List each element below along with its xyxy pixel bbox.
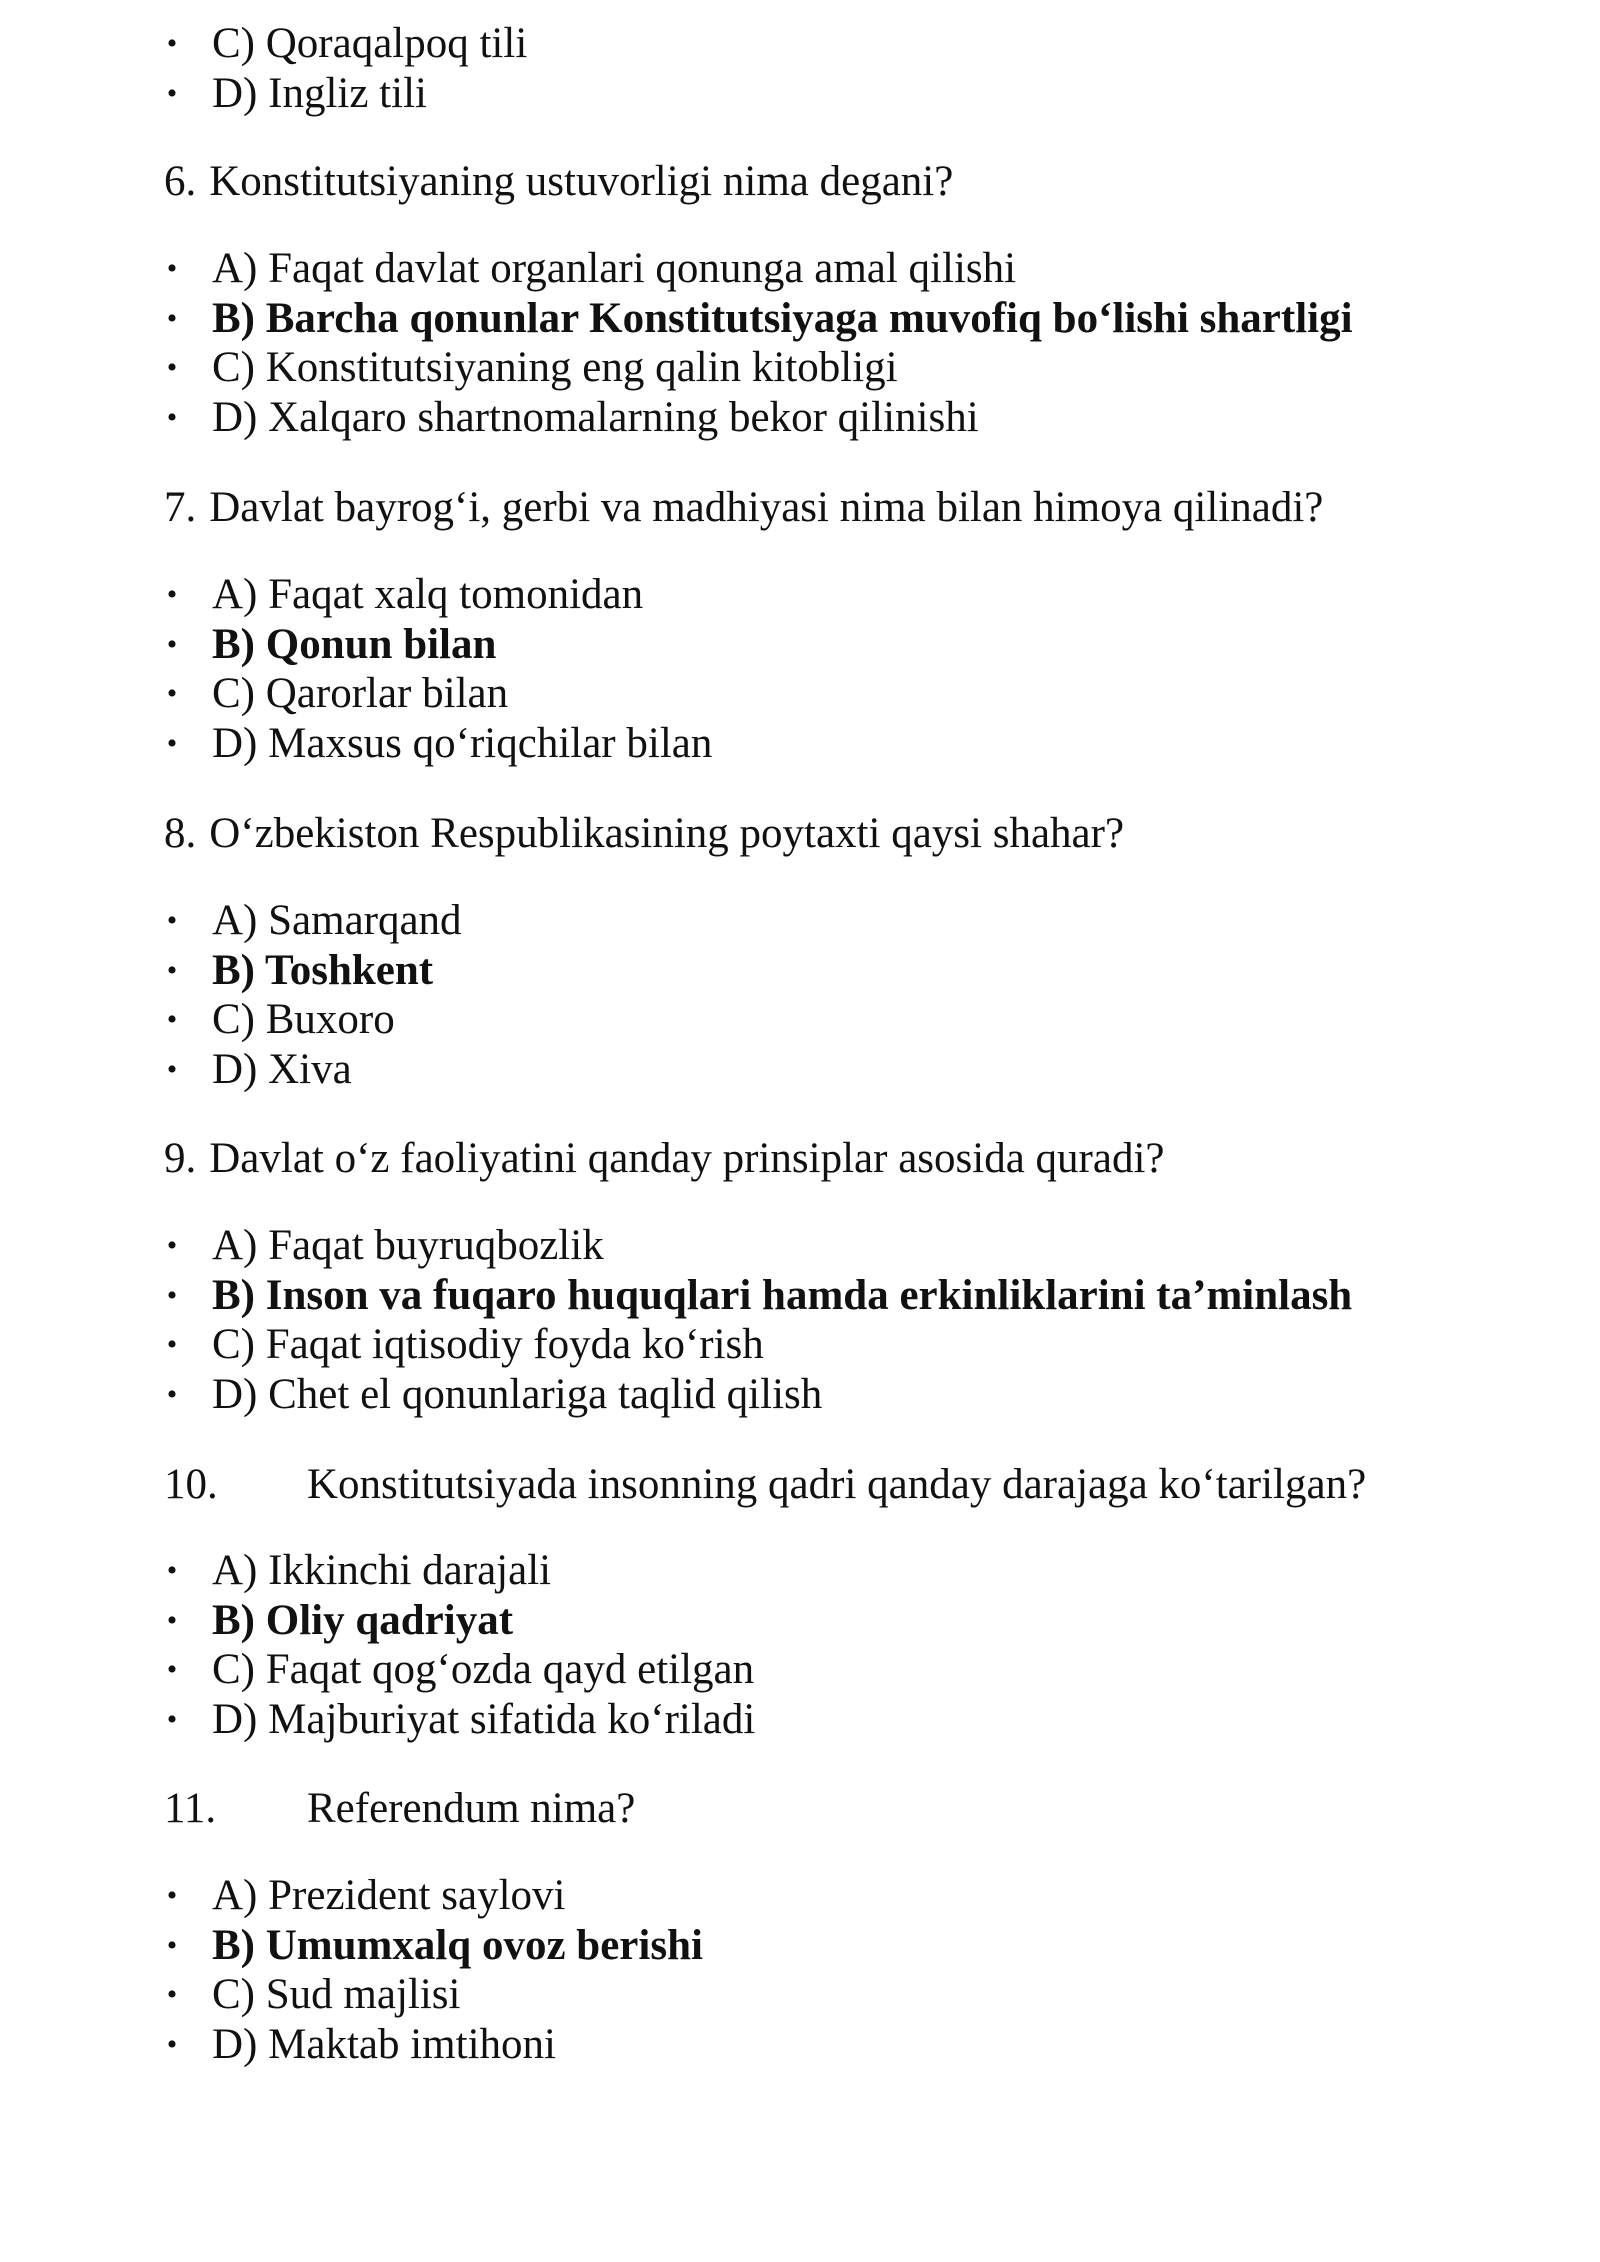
option-item: [0, 1320, 1600, 1370]
bullet-icon: •: [166, 1603, 178, 1637]
option-text: D) Maktab imtihoni: [212, 2020, 556, 2068]
bullet-icon: •: [166, 1328, 178, 1361]
option-text: C) Faqat iqtisodiy foyda ko‘rish: [212, 1321, 764, 1368]
option-item-correct: [0, 1921, 1600, 1971]
option-item: [0, 2020, 1600, 2070]
option-item: [0, 244, 1600, 294]
question-6: [164, 157, 953, 207]
bullet-icon: •: [166, 252, 178, 285]
option-text: A) Faqat davlat organlari qonunga amal qilishi: [212, 245, 1017, 292]
option-item: [0, 1695, 1600, 1745]
bullet-icon: •: [166, 1879, 178, 1912]
question-text: Referendum nima?: [307, 1785, 636, 1832]
question-text: Davlat o‘z faoliyatini qanday prinsiplar asosida quradi?: [209, 1135, 1165, 1182]
option-item: [0, 69, 1600, 119]
option-text: A) Samarqand: [212, 897, 462, 944]
options-list-q10: [0, 1546, 1600, 1744]
bullet-icon: •: [166, 578, 178, 611]
bullet-icon: •: [166, 400, 178, 434]
option-item: [0, 719, 1600, 769]
option-item: [0, 1045, 1600, 1095]
option-item: [0, 393, 1600, 443]
question-8: [164, 809, 1124, 859]
bullet-icon: •: [166, 1978, 178, 2011]
question-number: 10.: [164, 1461, 218, 1508]
option-item-correct: [0, 620, 1600, 670]
question-number: 6.: [164, 158, 197, 205]
question-text: Davlat bayrog‘i, gerbi va madhiyasi nima bilan himoya qilinadi?: [209, 484, 1324, 531]
option-text: C) Faqat qog‘ozda qayd etilgan: [212, 1646, 755, 1693]
bullet-icon: •: [166, 1702, 178, 1736]
question-text: Konstitutsiyaning ustuvorligi nima degani?: [209, 158, 954, 205]
option-item-correct: [0, 1596, 1600, 1646]
option-text: D) Ingliz tili: [212, 69, 427, 117]
option-item: [0, 1221, 1600, 1271]
option-text: D) Chet el qonunlariga taqlid qilish: [212, 1370, 823, 1418]
bullet-icon: •: [166, 953, 178, 987]
bullet-icon: •: [166, 1554, 178, 1587]
bullet-icon: •: [166, 301, 178, 335]
option-item-correct: [0, 1271, 1600, 1321]
option-text: A) Faqat xalq tomonidan: [212, 571, 644, 618]
options-list-q7: [0, 570, 1600, 768]
option-item: [0, 669, 1600, 719]
options-list-q11: [0, 1871, 1600, 2069]
option-item: [0, 1546, 1600, 1596]
option-item-correct: [0, 946, 1600, 996]
bullet-icon: •: [166, 677, 178, 710]
bullet-icon: •: [166, 1928, 178, 1962]
option-text: B) Barcha qonunlar Konstitutsiyaga muvofiq bo‘lishi shartligi: [212, 294, 1353, 342]
bullet-icon: •: [166, 1003, 178, 1036]
option-item-correct: [0, 294, 1600, 344]
option-text: A) Ikkinchi darajali: [212, 1547, 552, 1594]
question-text: Konstitutsiyada insonning qadri qanday darajaga ko‘tarilgan?: [307, 1461, 1367, 1508]
option-text: C) Buxoro: [212, 996, 395, 1043]
option-item: [0, 1871, 1600, 1921]
options-list-q9: [0, 1221, 1600, 1419]
option-text: B) Toshkent: [212, 946, 434, 994]
bullet-icon: •: [166, 1278, 178, 1312]
bullet-icon: •: [166, 1653, 178, 1686]
bullet-icon: •: [166, 27, 178, 60]
option-item: [0, 995, 1600, 1045]
option-text: D) Xiva: [212, 1045, 352, 1093]
question-11: [164, 1784, 635, 1834]
bullet-icon: •: [166, 76, 178, 110]
option-text: C) Sud majlisi: [212, 1971, 461, 2018]
question-number: 7.: [164, 484, 197, 531]
bullet-icon: •: [166, 1377, 178, 1411]
question-text: O‘zbekiston Respublikasining poytaxti qaysi shahar?: [209, 810, 1125, 857]
question-7: [164, 483, 1323, 533]
option-text: A) Prezident saylovi: [212, 1872, 566, 1919]
bullet-icon: •: [166, 627, 178, 661]
option-text: C) Qarorlar bilan: [212, 670, 509, 717]
option-item: [0, 896, 1600, 946]
question-number: 9.: [164, 1135, 197, 1182]
option-text: D) Majburiyat sifatida ko‘riladi: [212, 1695, 756, 1743]
option-text: C) Qoraqalpoq tili: [212, 20, 528, 67]
options-list-q6: [0, 244, 1600, 442]
option-item: [0, 1970, 1600, 2020]
question-10: [164, 1460, 1366, 1510]
options-list-q8: [0, 896, 1600, 1094]
option-item: [0, 19, 1600, 69]
bullet-icon: •: [166, 2027, 178, 2061]
option-text: A) Faqat buyruqbozlik: [212, 1222, 604, 1269]
option-item: [0, 343, 1600, 393]
option-text: B) Oliy qadriyat: [212, 1596, 514, 1644]
option-text: B) Umumxalq ovoz berishi: [212, 1921, 703, 1969]
bullet-icon: •: [166, 1229, 178, 1262]
options-list-q5: [0, 19, 1600, 118]
question-9: [164, 1134, 1165, 1184]
option-text: D) Xalqaro shartnomalarning bekor qilinishi: [212, 393, 979, 441]
option-item: [0, 1645, 1600, 1695]
question-number: 8.: [164, 810, 197, 857]
bullet-icon: •: [166, 726, 178, 760]
option-item: [0, 1370, 1600, 1420]
option-text: C) Konstitutsiyaning eng qalin kitobligi: [212, 344, 898, 391]
question-number: 11.: [164, 1785, 217, 1832]
option-text: D) Maxsus qo‘riqchilar bilan: [212, 719, 713, 767]
bullet-icon: •: [166, 351, 178, 384]
option-item: [0, 570, 1600, 620]
option-text: B) Qonun bilan: [212, 620, 497, 668]
bullet-icon: •: [166, 904, 178, 937]
option-text: B) Inson va fuqaro huquqlari hamda erkinliklarini ta’minlash: [212, 1271, 1353, 1319]
bullet-icon: •: [166, 1052, 178, 1086]
